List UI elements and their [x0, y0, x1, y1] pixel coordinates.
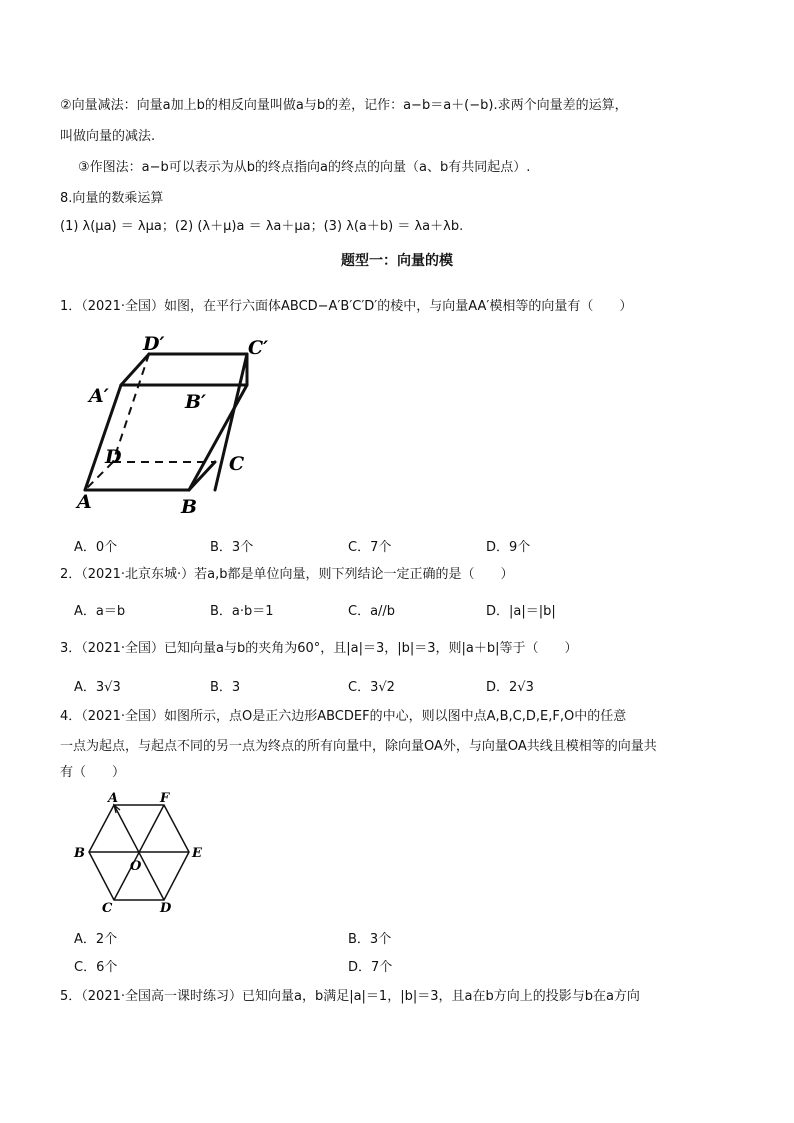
label-d1: D′: [143, 333, 165, 355]
question-5-stem: 5．（2021·全国高一课时练习）已知向量a，b满足|a|＝1，|b|＝3，且a在b方向上的投影与b在a方向: [60, 989, 640, 1004]
subtraction-definition-line1: ②向量减法：向量a加上b的相反向量叫做a与b的差，记作：a−b＝a＋(−b).求两个向量差的运算，: [60, 98, 628, 113]
label-hex-c: C: [102, 901, 113, 916]
question-3-option-a: A．3√3: [74, 680, 121, 695]
scalar-multiplication-rules: (1) λ(μa) ＝ λμa；(2) (λ＋μ)a ＝ λa＋μa；(3) λ(a＋b) ＝ λa＋λb.: [60, 219, 464, 234]
scalar-multiplication-title: 8.向量的数乘运算: [60, 191, 164, 206]
label-hex-d: D: [160, 901, 172, 916]
question-2-option-a: A．a＝b: [74, 604, 126, 619]
question-1-option-b: B．3个: [210, 540, 254, 555]
question-1-option-a: A．0个: [74, 540, 118, 555]
label-a1: A′: [89, 385, 109, 407]
question-1-option-c: C．7个: [348, 540, 392, 555]
question-3-option-b: B．3: [210, 680, 241, 695]
label-b1: B′: [185, 391, 207, 413]
question-4-option-a: A．2个: [74, 932, 118, 947]
label-hex-a: A: [108, 791, 119, 806]
question-1-option-d: D．9个: [486, 540, 531, 555]
parallelepiped-figure: [75, 330, 285, 520]
label-hex-e: E: [192, 846, 202, 861]
question-4-stem-line1: 4．（2021·全国）如图所示，点O是正六边形ABCDEF的中心，则以图中点A,B,C,D,E,F,O中的任意: [60, 709, 627, 724]
question-1-stem: 1．（2021·全国）如图，在平行六面体ABCD−A′B′C′D′的棱中，与向量AA′模相等的向量有（ ）: [60, 299, 633, 314]
label-d: D: [105, 446, 122, 468]
question-2-option-b: B．a·b＝1: [210, 604, 274, 619]
question-4-option-d: D．7个: [348, 960, 393, 975]
question-2-option-c: C．a//b: [348, 604, 396, 619]
subtraction-definition-line2: 叫做向量的减法.: [60, 129, 156, 144]
hexagon-figure: [72, 788, 214, 918]
question-3-stem: 3．（2021·全国）已知向量a与b的夹角为60°，且|a|＝3，|b|＝3，则|a＋b|等于（ ）: [60, 641, 578, 656]
question-4-stem-line3: 有（ ）: [60, 765, 126, 780]
label-a: A: [77, 491, 92, 513]
question-4-option-b: B．3个: [348, 932, 392, 947]
label-c: C: [229, 453, 245, 475]
topic-heading: 题型一：向量的模: [341, 253, 453, 269]
question-3-option-c: C．3√2: [348, 680, 395, 695]
label-hex-o: O: [130, 859, 142, 874]
drawing-method-line: ③作图法：a−b可以表示为从b的终点指向a的终点的向量（a、b有共同起点）.: [78, 160, 531, 175]
question-2-option-d: D．|a|＝|b|: [486, 604, 556, 619]
question-4-option-c: C．6个: [74, 960, 118, 975]
label-b: B: [181, 496, 198, 518]
label-c1: C′: [248, 337, 269, 359]
question-2-stem: 2．（2021·北京东城·）若a,b都是单位向量，则下列结论一定正确的是（ ）: [60, 567, 514, 582]
question-3-option-d: D．2√3: [486, 680, 534, 695]
label-hex-b: B: [74, 846, 85, 861]
label-hex-f: F: [160, 791, 170, 806]
question-4-stem-line2: 一点为起点，与起点不同的另一点为终点的所有向量中，除向量OA外，与向量OA共线且模相等的向量共: [60, 739, 657, 754]
